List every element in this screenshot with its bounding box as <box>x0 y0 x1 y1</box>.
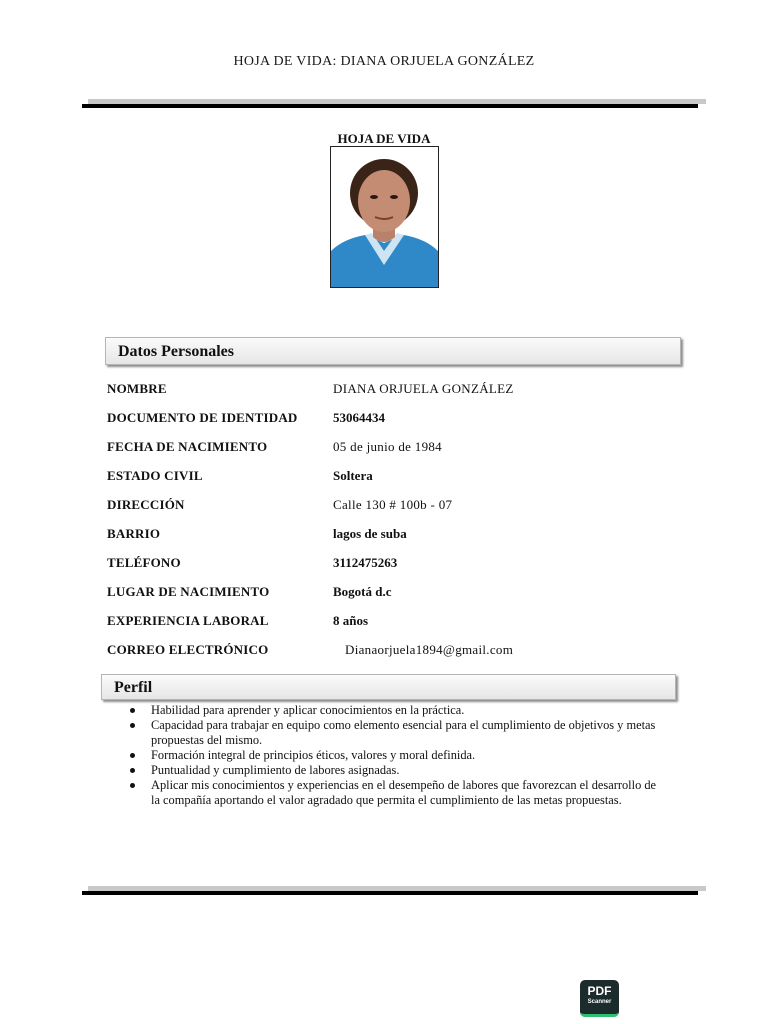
field-row-barrio <box>107 521 667 550</box>
field-value: Bogotá d.c <box>333 584 392 599</box>
field-label: CORREO ELECTRÓNICO <box>107 642 269 657</box>
field-label: NOMBRE <box>107 381 167 396</box>
pdf-scanner-logo <box>580 980 619 1017</box>
footer-rule-black <box>82 891 698 895</box>
cv-title: HOJA DE VIDA <box>337 131 431 146</box>
personal-data-table <box>107 376 667 666</box>
portrait-image <box>331 147 438 287</box>
section-header-perfil: Perfil <box>101 674 676 700</box>
field-value: 8 años <box>333 613 369 628</box>
field-label: EXPERIENCIA LABORAL <box>107 613 269 628</box>
field-row-experiencia <box>107 608 667 637</box>
field-value: Calle 130 # 100b - 07 <box>333 497 453 512</box>
perfil-list <box>128 703 668 808</box>
pdf-scanner-logo-subtext: Scanner <box>587 999 612 1005</box>
field-value: 05 de junio de 1984 <box>333 439 442 454</box>
field-row-documento <box>107 405 667 434</box>
field-value: Soltera <box>333 468 373 483</box>
field-row-telefono <box>107 550 667 579</box>
header-rule <box>82 99 698 108</box>
field-value: DIANA ORJUELA GONZÁLEZ <box>333 381 514 396</box>
field-label: ESTADO CIVIL <box>107 468 203 483</box>
field-value: 3112475263 <box>333 555 398 570</box>
list-item: Formación integral de principios éticos, valores y moral definida. <box>128 748 668 763</box>
list-item: Capacidad para trabajar en equipo como elemento esencial para el cumplimiento de objetivos y metas propuestas del mismo. <box>128 718 668 748</box>
field-row-correo <box>107 637 667 666</box>
list-item: Puntualidad y cumplimiento de labores asignadas. <box>128 763 668 778</box>
field-row-lugar-nacimiento <box>107 579 667 608</box>
field-row-nombre <box>107 376 667 405</box>
field-row-fecha-nacimiento <box>107 434 667 463</box>
section-header-datos-personales: Datos Personales <box>105 337 681 365</box>
field-label: FECHA DE NACIMIENTO <box>107 439 268 454</box>
field-label: BARRIO <box>107 526 161 541</box>
header-rule-black <box>82 104 698 108</box>
field-label: LUGAR DE NACIMIENTO <box>107 584 270 599</box>
field-row-estado-civil <box>107 463 667 492</box>
list-item: Aplicar mis conocimientos y experiencias en el desempeño de labores que favorezcan el desarrollo de la compañía aportando el valor agradado que permita el cumplimiento de las metas propuestas. <box>128 778 668 808</box>
list-item: Habilidad para aprender y aplicar conocimientos en la práctica. <box>128 703 668 718</box>
field-label: DIRECCIÓN <box>107 497 185 512</box>
field-label: TELÉFONO <box>107 555 181 570</box>
field-label: DOCUMENTO DE IDENTIDAD <box>107 410 298 425</box>
page-header-title: HOJA DE VIDA: DIANA ORJUELA GONZÁLEZ <box>233 54 535 69</box>
footer-rule <box>82 886 698 895</box>
field-value: 53064434 <box>333 410 385 425</box>
field-row-direccion <box>107 492 667 521</box>
field-value: Dianaorjuela1894@gmail.com <box>345 642 514 657</box>
pdf-scanner-logo-text: PDF <box>587 984 612 998</box>
profile-photo <box>330 146 439 288</box>
field-value: lagos de suba <box>333 526 407 541</box>
